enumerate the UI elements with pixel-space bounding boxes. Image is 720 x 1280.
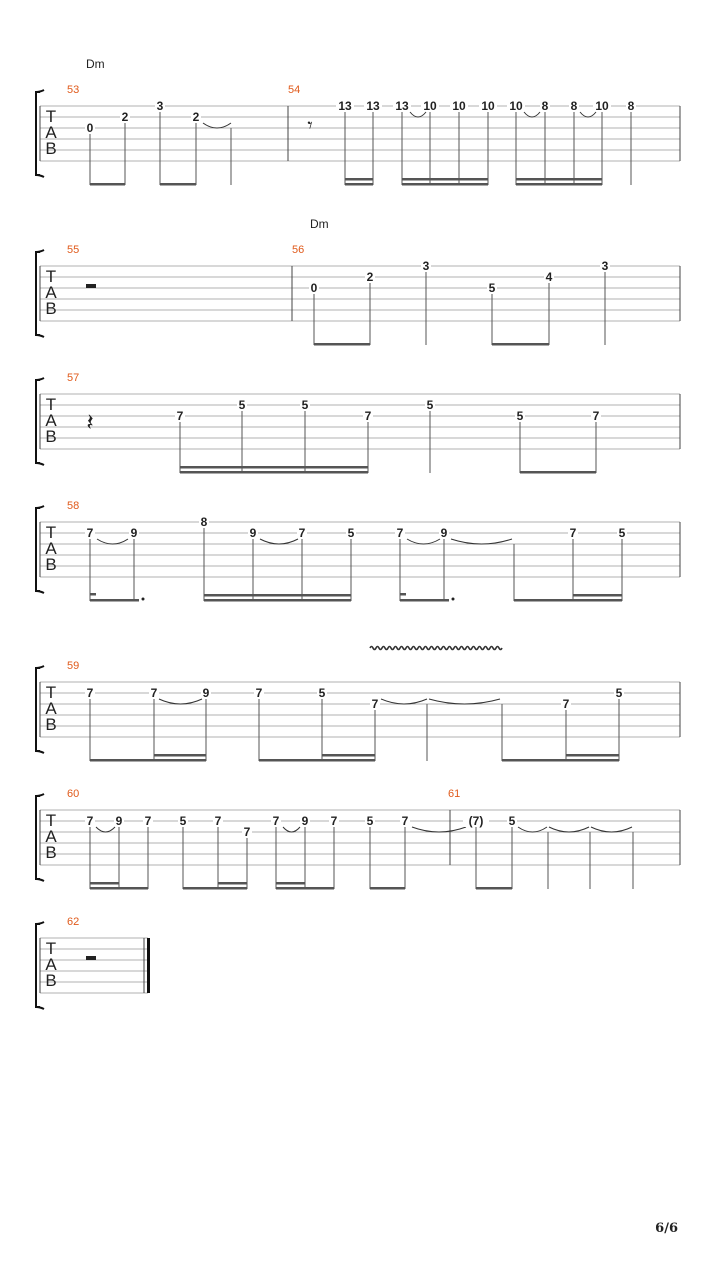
- fret-number: 9: [301, 814, 309, 828]
- fret-number: 5: [615, 686, 623, 700]
- system-bracket: [36, 380, 40, 463]
- bracket-hook: [36, 751, 44, 753]
- measure-number: 60: [67, 788, 80, 800]
- tab-system: [36, 916, 150, 1009]
- tab-clef-letter: A: [45, 955, 57, 974]
- fret-number: 2: [192, 110, 200, 124]
- beam: [516, 178, 602, 181]
- eighth-rest: 𝄾: [307, 113, 313, 137]
- bracket-hook: [36, 666, 44, 668]
- quarter-rest: 𝄽: [86, 408, 94, 436]
- system-bracket: [36, 252, 40, 335]
- tie-arc: [407, 539, 440, 544]
- tab-clef-letter: T: [45, 395, 57, 414]
- beam: [218, 887, 247, 890]
- bracket-hook: [36, 175, 44, 177]
- fret-number: 4: [545, 270, 553, 284]
- fret-number: 9: [440, 526, 448, 540]
- half-rest: [86, 956, 96, 960]
- system-bracket: [36, 924, 40, 1007]
- fret-number: 7: [298, 526, 306, 540]
- beam: [345, 178, 373, 181]
- fret-number: 5: [301, 398, 309, 412]
- beam: [573, 594, 622, 597]
- fret-number: 7: [272, 814, 280, 828]
- fret-number: 7: [569, 526, 577, 540]
- system-bracket: [36, 92, 40, 175]
- fret-number: 8: [200, 515, 208, 529]
- tab-clef-letter: B: [45, 139, 57, 158]
- fret-number: 5: [426, 398, 434, 412]
- fret-number: 13: [366, 99, 380, 113]
- system-bracket: [36, 796, 40, 879]
- chord-name: Dm: [86, 57, 105, 71]
- vibrato-mark: [370, 647, 502, 650]
- beam: [276, 882, 305, 885]
- beam: [90, 183, 125, 186]
- half-rest: [86, 284, 96, 288]
- bracket-hook: [36, 378, 44, 380]
- fret-number: 13: [395, 99, 409, 113]
- fret-number: 7: [592, 409, 600, 423]
- tab-clef-letter: T: [45, 267, 57, 286]
- tab-clef-letter: A: [45, 123, 57, 142]
- fret-number: 8: [541, 99, 549, 113]
- fret-number: 5: [318, 686, 326, 700]
- tab-system: [36, 57, 680, 186]
- fret-number: 2: [366, 270, 374, 284]
- beam: [322, 759, 375, 762]
- tab-system: [36, 647, 680, 762]
- fret-number: 2: [121, 110, 129, 124]
- fret-number: 10: [509, 99, 523, 113]
- fret-number: 8: [627, 99, 635, 113]
- measure-number: 62: [67, 916, 80, 928]
- tab-system: [36, 500, 680, 602]
- system-bracket: [36, 508, 40, 591]
- fret-number: 5: [366, 814, 374, 828]
- tie-arc: [159, 699, 202, 704]
- fret-number: 3: [156, 99, 164, 113]
- tab-clef-letter: A: [45, 539, 57, 558]
- fret-number: 7: [255, 686, 263, 700]
- fret-number: 7: [150, 686, 158, 700]
- fret-number: 8: [570, 99, 578, 113]
- fret-number: 3: [422, 259, 430, 273]
- system-bracket: [36, 668, 40, 751]
- fret-number: 7: [396, 526, 404, 540]
- tab-clef-letter: B: [45, 555, 57, 574]
- measure-number: 56: [292, 244, 305, 256]
- fret-number: 7: [86, 526, 94, 540]
- dotted-flag: [90, 593, 96, 596]
- tab-clef-letter: B: [45, 971, 57, 990]
- beam: [90, 887, 119, 890]
- tab-clef-letter: B: [45, 715, 57, 734]
- beam: [573, 599, 622, 602]
- beam: [204, 599, 351, 602]
- bracket-hook: [36, 250, 44, 252]
- dotted-flag: [400, 593, 406, 596]
- tab-clef-letter: A: [45, 411, 57, 430]
- tie-arc: [283, 827, 300, 832]
- tab-clef-letter: T: [45, 811, 57, 830]
- measure-number: 55: [67, 244, 80, 256]
- bracket-hook: [36, 591, 44, 593]
- fret-number: 5: [347, 526, 355, 540]
- beam: [160, 183, 196, 186]
- beam: [204, 594, 351, 597]
- fret-number: 10: [595, 99, 609, 113]
- tab-clef-letter: B: [45, 299, 57, 318]
- fret-number: 0: [310, 281, 318, 295]
- fret-number: 7: [243, 825, 251, 839]
- beam: [400, 599, 449, 602]
- tab-system: [36, 372, 680, 474]
- beam: [90, 599, 139, 602]
- beam: [154, 754, 206, 757]
- fret-number: 7: [330, 814, 338, 828]
- measure-number: 54: [288, 84, 301, 96]
- fret-number: 9: [249, 526, 257, 540]
- tie-arc: [580, 112, 596, 117]
- tie-arc: [412, 827, 466, 832]
- fret-number: 7: [144, 814, 152, 828]
- fret-number: 10: [423, 99, 437, 113]
- bracket-hook: [36, 90, 44, 92]
- tie-arc: [97, 539, 128, 544]
- tie-arc: [549, 827, 589, 832]
- bracket-hook: [36, 922, 44, 924]
- fret-number: 7: [214, 814, 222, 828]
- fret-number: 5: [516, 409, 524, 423]
- fret-number: 7: [371, 697, 379, 711]
- beam: [566, 759, 619, 762]
- fret-number: 3: [601, 259, 609, 273]
- fret-number: 5: [508, 814, 516, 828]
- rhythm-dot: [142, 598, 145, 601]
- tie-arc: [429, 699, 500, 704]
- measure-number: 61: [448, 788, 461, 800]
- bracket-hook: [36, 794, 44, 796]
- tab-system: [36, 217, 680, 346]
- fret-number: 9: [130, 526, 138, 540]
- tie-arc: [524, 112, 540, 117]
- tie-arc: [591, 827, 632, 832]
- beam: [180, 471, 368, 474]
- tie-arc: [96, 827, 115, 832]
- fret-number: 7: [364, 409, 372, 423]
- fret-number: 9: [115, 814, 123, 828]
- bracket-hook: [36, 335, 44, 337]
- tab-clef-letter: T: [45, 107, 57, 126]
- beam: [180, 466, 368, 469]
- fret-number: 0: [86, 121, 94, 135]
- measure-number: 59: [67, 660, 80, 672]
- final-thick-barline: [147, 938, 150, 993]
- fret-number: 7: [86, 814, 94, 828]
- beam: [218, 882, 247, 885]
- beam: [520, 471, 596, 474]
- measure-number: 57: [67, 372, 80, 384]
- tie-arc: [451, 539, 512, 544]
- tie-arc: [203, 123, 231, 128]
- fret-number: 5: [238, 398, 246, 412]
- fret-number: 10: [452, 99, 466, 113]
- bracket-hook: [36, 879, 44, 881]
- fret-number: (7): [468, 814, 484, 828]
- page-number: 6/6: [655, 1221, 678, 1236]
- fret-number: 7: [562, 697, 570, 711]
- beam: [566, 754, 619, 757]
- fret-number: 10: [481, 99, 495, 113]
- fret-number: 5: [179, 814, 187, 828]
- bracket-hook: [36, 1007, 44, 1009]
- beam: [345, 183, 373, 186]
- tie-arc: [260, 539, 298, 544]
- beam: [370, 887, 405, 890]
- fret-number: 13: [338, 99, 352, 113]
- beam: [314, 343, 370, 346]
- beam: [516, 183, 602, 186]
- tab-clef-letter: A: [45, 699, 57, 718]
- tab-clef-letter: B: [45, 843, 57, 862]
- measure-number: 53: [67, 84, 80, 96]
- tie-arc: [381, 699, 427, 704]
- beam: [154, 759, 206, 762]
- beam: [322, 754, 375, 757]
- tab-clef-letter: T: [45, 683, 57, 702]
- beam: [492, 343, 549, 346]
- bracket-hook: [36, 463, 44, 465]
- beam: [402, 178, 488, 181]
- tab-clef-letter: A: [45, 283, 57, 302]
- fret-number: 7: [176, 409, 184, 423]
- chord-name: Dm: [310, 217, 329, 231]
- fret-number: 7: [86, 686, 94, 700]
- fret-number: 7: [401, 814, 409, 828]
- measure-number: 58: [67, 500, 80, 512]
- tab-clef-letter: B: [45, 427, 57, 446]
- fret-number: 5: [488, 281, 496, 295]
- beam: [402, 183, 488, 186]
- beam: [90, 882, 119, 885]
- bracket-hook: [36, 506, 44, 508]
- rhythm-dot: [452, 598, 455, 601]
- fret-number: 5: [618, 526, 626, 540]
- tie-arc: [518, 827, 547, 832]
- tab-clef-letter: T: [45, 523, 57, 542]
- tab-clef-letter: T: [45, 939, 57, 958]
- beam: [276, 887, 305, 890]
- beam: [476, 887, 512, 890]
- fret-number: 9: [202, 686, 210, 700]
- tab-system: [36, 788, 680, 890]
- tab-clef-letter: A: [45, 827, 57, 846]
